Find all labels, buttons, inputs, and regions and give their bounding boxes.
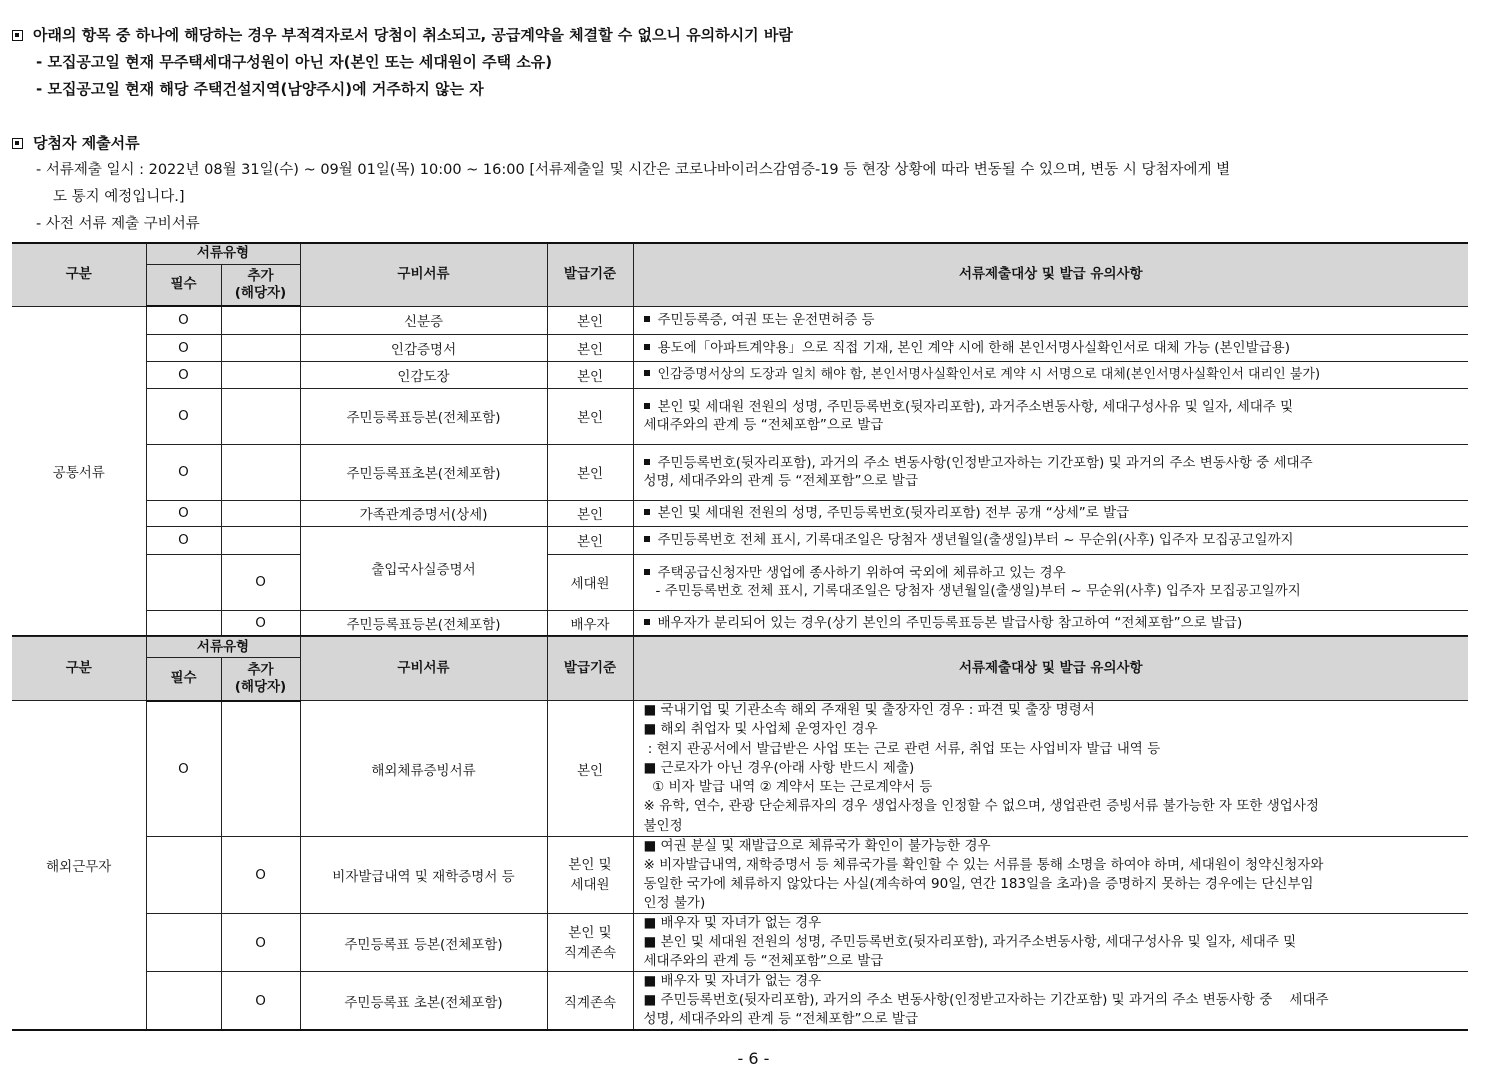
required-cell xyxy=(146,837,221,914)
note-text: ■ 국내기업 및 기관소속 해외 주재원 및 출장자인 경우 : 파견 및 출장 명령서 xyxy=(643,702,1095,718)
notes-cell xyxy=(633,701,1468,837)
header-doc-type: 서류유형 xyxy=(146,637,300,658)
basis-cell: 본인 xyxy=(547,334,633,361)
note-text: ■ 배우자 및 자녀가 없는 경우 xyxy=(643,973,822,990)
notes-cell xyxy=(633,444,1468,500)
page-number: - 6 - xyxy=(737,1049,770,1068)
note-text: 인정 불가) xyxy=(643,895,706,912)
note-text: 성명, 세대주와의 관계 등 “전체포함”으로 발급 xyxy=(643,1011,918,1028)
note-text: ■ 주민등록번호(뒷자리포함), 과거의 주소 변동사항(인정받고자하는 기간포함) 및 과거의 주소 변동사항 중 세대주 xyxy=(643,992,1329,1009)
table-row xyxy=(12,914,1468,972)
notes-cell xyxy=(633,610,1468,636)
basis-cell: 본인 xyxy=(547,701,633,837)
note-text: 세대주와의 관계 등 “전체포함”으로 발급 xyxy=(643,417,884,433)
document-cell: 주민등록표 초본(전체포함) xyxy=(300,972,547,1031)
note-text: 배우자가 분리되어 있는 경우(상기 본인의 주민등록표등본 발급사항 참고하여 “전체포함”으로 발급) xyxy=(657,614,1243,631)
bullet-icon xyxy=(644,459,650,465)
additional-cell: O xyxy=(221,837,300,914)
note-text: 동일한 국가에 체류하지 않았다는 사실(계속하여 90일, 연간 183일을 초과)을 증명하지 못하는 경우에는 단신부임 xyxy=(643,876,1314,893)
additional-cell: O xyxy=(221,554,300,610)
basis-cell: 본인 xyxy=(547,500,633,526)
schedule-line-continued: 도 통지 예정입니다.] xyxy=(53,189,185,205)
basis-cell: 본인 xyxy=(547,361,633,388)
notice-heading-text: 아래의 항목 중 하나에 해당하는 경우 부적격자로서 당첨이 취소되고, 공급계약을 체결할 수 없으니 유의하시기 바람 xyxy=(33,26,793,44)
table-row xyxy=(12,972,1468,1031)
additional-cell: O xyxy=(221,972,300,1031)
bullet-icon xyxy=(644,619,650,625)
document-cell: 인감도장 xyxy=(300,361,547,388)
note-text: ■ 배우자 및 자녀가 없는 경우 xyxy=(643,915,822,932)
header-category: 구분 xyxy=(12,637,146,701)
notes-cell xyxy=(633,500,1468,526)
notes-cell xyxy=(633,361,1468,388)
note-text: : 현지 관공서에서 발급받은 사업 또는 근로 관련 서류, 취업 또는 사업비자 발급 내역 등 xyxy=(643,740,1161,757)
note-text: ■ 여권 분실 및 재발급으로 체류국가 확인이 불가능한 경우 xyxy=(643,838,991,855)
note-text: 주민등록번호 전체 표시, 기록대조일은 당첨자 생년월일(출생일)부터 ~ 무순위(사후) 입주자 모집공고일까지 xyxy=(657,532,1294,548)
notice-item: - 모집공고일 현재 해당 주택건설지역(남양주시)에 거주하지 않는 자 xyxy=(36,80,484,98)
note-text: 불인정 xyxy=(643,817,683,834)
basis-cell: 본인 xyxy=(547,388,633,444)
required-cell xyxy=(146,972,221,1031)
note-text: 본인 및 세대원 전원의 성명, 주민등록번호(뒷자리포함), 과거주소변동사항, 세대구성사유 및 일자, 세대주 및 xyxy=(657,399,1294,415)
bullet-icon xyxy=(644,569,650,575)
additional-cell xyxy=(221,701,300,837)
required-cell: O xyxy=(146,388,221,444)
notes-cell xyxy=(633,837,1468,914)
basis-cell: 본인 xyxy=(547,306,633,334)
note-text: ※ 비자발급내역, 재학증명서 등 체류국가를 확인할 수 있는 서류를 통해 소명을 하여야 하며, 세대원이 청약신청자와 xyxy=(643,857,1324,874)
note-text: 본인 및 세대원 전원의 성명, 주민등록번호(뒷자리포함) 전부 공개 “상세”로 발급 xyxy=(657,505,1130,521)
table-row xyxy=(12,500,1468,526)
note-text: 주민등록번호(뒷자리포함), 과거의 주소 변동사항(인정받고자하는 기간포함) 및 과거의 주소 변동사항 중 세대주 xyxy=(657,455,1313,471)
notice-heading xyxy=(12,25,793,45)
header-notes: 서류제출대상 및 발급 유의사항 xyxy=(633,637,1468,701)
note-text: ■ 근로자가 아닌 경우(아래 사항 반드시 제출) xyxy=(643,759,915,776)
required-cell xyxy=(146,914,221,972)
required-cell: O xyxy=(146,444,221,500)
document-cell: 주민등록표등본(전체포함) xyxy=(300,610,547,636)
common-docs-table xyxy=(12,242,1468,637)
document-cell: 주민등록표 등본(전체포함) xyxy=(300,914,547,972)
additional-cell xyxy=(221,306,300,334)
required-cell: O xyxy=(146,500,221,526)
table-row xyxy=(12,610,1468,636)
bullet-icon xyxy=(644,316,650,322)
required-cell: O xyxy=(146,361,221,388)
required-cell xyxy=(146,610,221,636)
header-required: 필수 xyxy=(146,264,221,306)
additional-cell xyxy=(221,500,300,526)
basis-cell: 본인 xyxy=(547,526,633,554)
table-row xyxy=(12,701,1468,837)
note-text: 성명, 세대주와의 관계 등 “전체포함”으로 발급 xyxy=(643,473,918,489)
note-text: 주택공급신청자만 생업에 종사하기 위하여 국외에 체류하고 있는 경우 xyxy=(657,565,1066,581)
bullet-icon xyxy=(644,370,650,376)
notes-cell xyxy=(633,914,1468,972)
category-cell: 해외근무자 xyxy=(12,701,146,1031)
table-row xyxy=(12,444,1468,500)
header-issue-basis: 발급기준 xyxy=(547,637,633,701)
basis-cell: 세대원 xyxy=(547,554,633,610)
table-row xyxy=(12,361,1468,388)
section-heading-text: 당첨자 제출서류 xyxy=(33,134,140,152)
category-cell: 공통서류 xyxy=(12,306,146,636)
required-cell: O xyxy=(146,701,221,837)
square-bullet-icon xyxy=(12,138,23,149)
table-row xyxy=(12,526,1468,554)
note-text: ※ 유학, 연수, 관광 단순체류자의 경우 생업사정을 인정할 수 없으며, 생업관련 증빙서류 불가능한 자 또한 생업사정 xyxy=(643,798,1319,815)
table-row xyxy=(12,388,1468,444)
table-row xyxy=(12,306,1468,334)
bullet-icon xyxy=(644,403,650,409)
basis-cell: 본인 및 세대원 xyxy=(547,837,633,914)
document-cell: 인감증명서 xyxy=(300,334,547,361)
note-text: ① 비자 발급 내역 ② 계약서 또는 근로계약서 등 xyxy=(643,779,933,796)
note-text: 세대주와의 관계 등 “전체포함”으로 발급 xyxy=(643,953,884,970)
additional-cell xyxy=(221,334,300,361)
bullet-icon xyxy=(644,509,650,515)
header-notes: 서류제출대상 및 발급 유의사항 xyxy=(633,243,1468,306)
bullet-icon xyxy=(644,536,650,542)
required-cell: O xyxy=(146,306,221,334)
header-document: 구비서류 xyxy=(300,637,547,701)
header-required: 필수 xyxy=(146,658,221,701)
basis-cell: 배우자 xyxy=(547,610,633,636)
additional-cell: O xyxy=(221,610,300,636)
header-doc-type: 서류유형 xyxy=(146,243,300,264)
document-cell: 주민등록표초본(전체포함) xyxy=(300,444,547,500)
additional-cell xyxy=(221,526,300,554)
header-category: 구분 xyxy=(12,243,146,306)
docs-label: - 사전 서류 제출 구비서류 xyxy=(36,216,200,232)
notes-cell xyxy=(633,554,1468,610)
document-cell: 주민등록표등본(전체포함) xyxy=(300,388,547,444)
notes-cell xyxy=(633,388,1468,444)
header-document: 구비서류 xyxy=(300,243,547,306)
note-text: - 주민등록번호 전체 표시, 기록대조일은 당첨자 생년월일(출생일)부터 ~ 무순위(사후) 입주자 모집공고일까지 xyxy=(655,583,1301,599)
section-heading xyxy=(12,133,140,153)
overseas-docs-table xyxy=(12,636,1468,1031)
bullet-icon xyxy=(644,344,650,350)
table-row xyxy=(12,554,1468,610)
additional-cell xyxy=(221,388,300,444)
document-cell: 해외체류증빙서류 xyxy=(300,701,547,837)
required-cell: O xyxy=(146,526,221,554)
notice-item: - 모집공고일 현재 무주택세대구성원이 아닌 자(본인 또는 세대원이 주택 소유) xyxy=(36,53,553,71)
additional-cell: O xyxy=(221,914,300,972)
square-bullet-icon xyxy=(12,30,23,41)
notes-cell xyxy=(633,526,1468,554)
notes-cell xyxy=(633,306,1468,334)
notes-cell xyxy=(633,972,1468,1031)
document-cell: 가족관계증명서(상세) xyxy=(300,500,547,526)
required-cell: O xyxy=(146,334,221,361)
schedule-line: - 서류제출 일시 : 2022년 08월 31일(수) ~ 09월 01일(목) 10:00 ~ 16:00 [서류제출일 및 시간은 코로나바이러스감염증-19 등 현장 상황에 따라 변동될 수 있으며, 변동 시 당첨자에게 별 xyxy=(36,162,1231,178)
document-cell: 출입국사실증명서 xyxy=(300,526,547,610)
table-row xyxy=(12,837,1468,914)
note-text: 용도에「아파트계약용」으로 직접 기재, 본인 계약 시에 한해 본인서명사실확인서로 대체 가능 (본인발급용) xyxy=(657,339,1290,356)
note-text: 인감증명서상의 도장과 일치 해야 함, 본인서명사실확인서로 계약 시 서명으로 대체(본인서명사실확인서 대리인 불가) xyxy=(657,366,1321,382)
additional-cell xyxy=(221,361,300,388)
document-cell: 비자발급내역 및 재학증명서 등 xyxy=(300,837,547,914)
notes-cell xyxy=(633,334,1468,361)
table-row xyxy=(12,334,1468,361)
additional-cell xyxy=(221,444,300,500)
required-cell xyxy=(146,554,221,610)
note-text: ■ 본인 및 세대원 전원의 성명, 주민등록번호(뒷자리포함), 과거주소변동사항, 세대구성사유 및 일자, 세대주 및 xyxy=(643,934,1297,951)
basis-cell: 본인 및 직계존속 xyxy=(547,914,633,972)
document-cell: 신분증 xyxy=(300,306,547,334)
header-additional: 추가 (해당자) xyxy=(221,264,300,306)
note-text: 주민등록증, 여권 또는 운전면허증 등 xyxy=(657,312,875,328)
header-issue-basis: 발급기준 xyxy=(547,243,633,306)
note-text: ■ 해외 취업자 및 사업체 운영자인 경우 xyxy=(643,721,878,738)
basis-cell: 본인 xyxy=(547,444,633,500)
header-additional: 추가 (해당자) xyxy=(221,658,300,701)
basis-cell: 직계존속 xyxy=(547,972,633,1031)
